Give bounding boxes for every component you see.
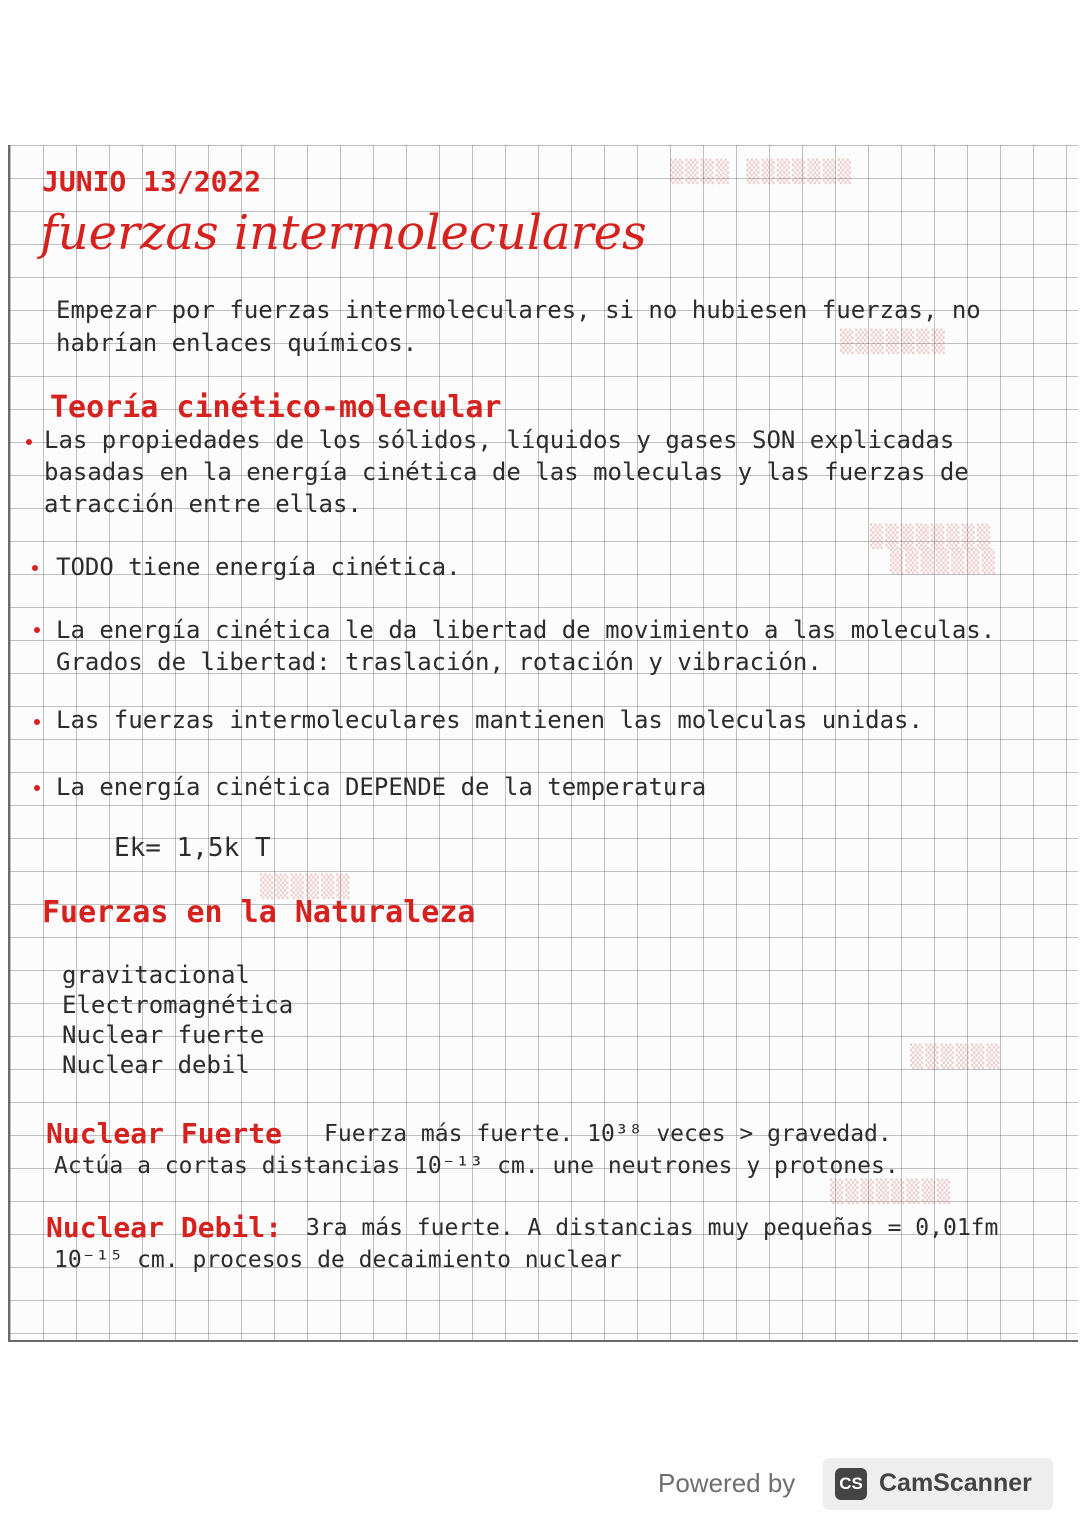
bullet-3-line-1: La energía cinética le da libertad de movimiento a las moleculas. [56, 616, 996, 644]
bullet-2-line-1: TODO tiene energía cinética. [56, 553, 461, 581]
note-date: JUNIO 13/2022 [42, 165, 262, 198]
camscanner-badge [823, 1458, 1053, 1510]
bleed-through-text: ▒▒▒▒▒▒▒▒ [830, 1180, 952, 1205]
bullet-1-line-2: basadas en la energía cinética de las moleculas y las fuerzas de [44, 458, 969, 486]
strong-force-line-2: Actúa a cortas distancias 10⁻¹³ cm. une neutrones y protones. [54, 1153, 899, 1179]
bullet-5-line-1: La energía cinética DEPENDE de la temperatura [56, 773, 707, 801]
bullet-dot [34, 785, 40, 791]
bleed-through-text: ▒▒▒▒▒▒ [260, 875, 352, 900]
force-item: gravitacional [62, 961, 250, 989]
force-item: Electromagnética [62, 991, 294, 1019]
camscanner-brand: CamScanner [879, 1469, 1032, 1497]
weak-force-line-1: 3ra más fuerte. A distancias muy pequeñas = 0,01fm [306, 1215, 999, 1241]
bullet-3-line-2: Grados de libertad: traslación, rotación y vibración. [56, 648, 822, 676]
kinetic-energy-formula: Ek= 1,5k T [114, 833, 271, 863]
bullet-4-line-1: Las fuerzas intermoleculares mantienen las moleculas unidas. [56, 706, 923, 734]
force-item: Nuclear fuerte [62, 1021, 265, 1049]
notebook-page [8, 145, 1078, 1342]
note-title: fuerzas intermoleculares [40, 205, 647, 261]
force-item: Nuclear debil [62, 1051, 250, 1079]
scanner-watermark [658, 1458, 1054, 1510]
intro-line-2: habrían enlaces químicos. [56, 329, 418, 357]
camscanner-logo-icon: CS [835, 1468, 867, 1500]
intro-line-1: Empezar por fuerzas intermoleculares, si no hubiesen fuerzas, no [56, 296, 981, 324]
section-heading-kinetic-theory: Teoría cinético-molecular [50, 390, 502, 425]
strong-force-line-1: Fuerza más fuerte. 10³⁸ veces > gravedad. [324, 1121, 892, 1147]
bleed-through-text: ▒▒▒▒ ▒▒▒▒▒▒▒ [670, 160, 853, 185]
section-heading-forces: Fuerzas en la Naturaleza [42, 895, 476, 930]
bullet-1-line-1: Las propiedades de los sólidos, líquidos y gases SON explicadas [44, 426, 955, 454]
weak-force-label: Nuclear Debil: [46, 1211, 283, 1244]
powered-by-text: Powered by [658, 1468, 796, 1498]
bullet-dot [32, 565, 38, 571]
weak-force-line-2: 10⁻¹⁵ cm. procesos de decaimiento nuclear [54, 1247, 622, 1273]
strong-force-label: Nuclear Fuerte [46, 1117, 283, 1150]
bullet-dot [34, 627, 40, 633]
bleed-through-text: ▒▒▒▒▒▒▒ [840, 330, 947, 355]
bullet-1-line-3: atracción entre ellas. [44, 490, 362, 518]
bleed-through-text: ▒▒▒▒▒▒▒ [890, 550, 997, 575]
bleed-through-text: ▒▒▒▒▒▒ [910, 1045, 1002, 1070]
bullet-dot [34, 719, 40, 725]
bullet-dot [26, 439, 32, 445]
bleed-through-text: ▒▒▒▒▒▒▒▒ [870, 525, 992, 550]
